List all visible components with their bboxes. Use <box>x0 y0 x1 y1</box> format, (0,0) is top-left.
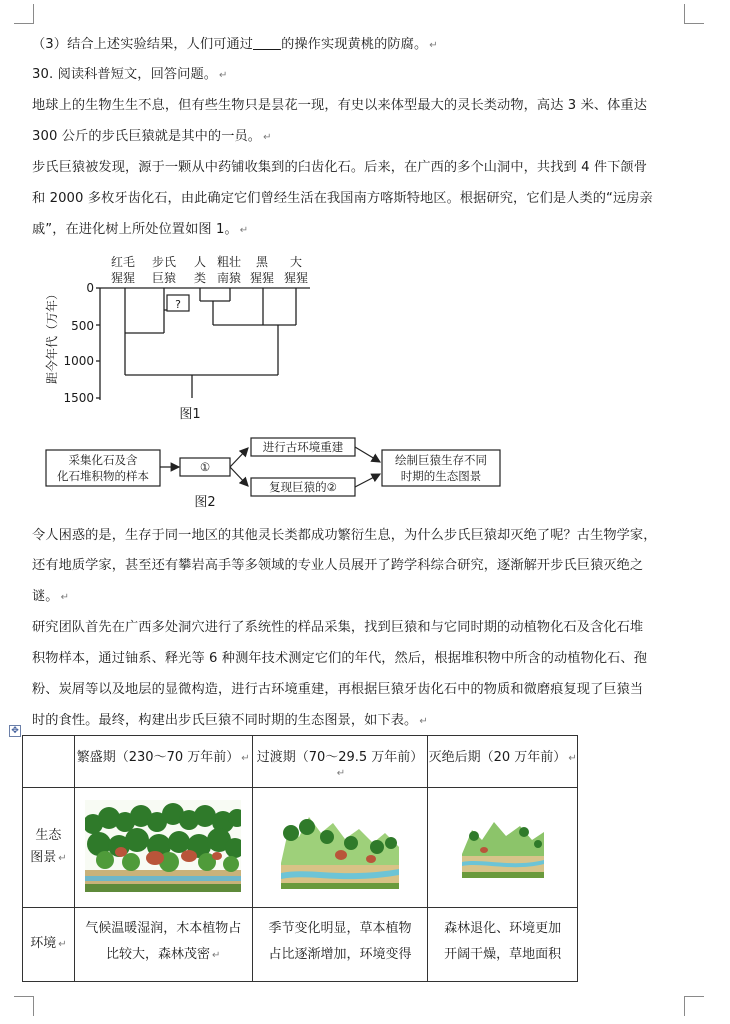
table-move-handle-icon[interactable]: ✥ <box>9 725 21 737</box>
species-label: 红毛 <box>110 255 136 269</box>
figure-1-caption: 图1 <box>179 407 201 422</box>
species-label: 步氏 <box>151 255 177 269</box>
table-corner-cell <box>23 736 75 788</box>
paragraph-line: 还有地质学家，甚至还有攀岩高手等多领域的专业人员展开了跨学科综合研究，逐渐解开步氏巨猿灭绝之 <box>32 558 644 573</box>
row-label-eco-scene: 生态 图景 ↵ <box>23 788 75 908</box>
flow-text: 时期的生态图景 <box>400 469 482 483</box>
page-corner-mark <box>684 4 704 24</box>
flow-text: 复现巨猿的② <box>269 480 337 494</box>
species-label: 猩猩 <box>249 271 275 285</box>
page-corner-mark <box>14 4 34 24</box>
y-tick-label: 500 <box>71 319 94 333</box>
page-corner-mark <box>14 996 34 1016</box>
paragraph-line: 积物样本，通过铀系、释光等 6 种测年技术测定它们的年代，然后，根据堆积物中所含的动植物化石、孢 <box>32 651 648 666</box>
dense-forest-image <box>85 800 241 892</box>
question-30-title: 30. 阅读科普短文，回答问题。 ↵ <box>32 67 228 82</box>
question-3-line: （3）结合上述实验结果，人们可通过 的操作实现黄桃的防腐。 ↵ <box>32 37 438 52</box>
paragraph-line: 地球上的生物生生不息，但有些生物只是昙花一现，有史以来体型最大的灵长类动物，高达 3 米、体重达 <box>32 98 648 113</box>
row-label-environment: 环境 ↵ <box>23 908 75 982</box>
header-extinction: 灭绝后期（20 万年前） ↵ <box>428 736 578 788</box>
species-label: 粗壮 <box>216 255 242 269</box>
species-label: 巨猿 <box>151 271 177 285</box>
flow-text: ① <box>199 460 211 474</box>
paragraph-line: 戚”，在进化树上所处位置如图 1。 ↵ <box>32 222 249 237</box>
answer-blank[interactable] <box>253 37 281 50</box>
eco-image-flourishing <box>74 788 252 908</box>
env-flourishing: 气候温暖湿润，木本植物占 比较大，森林茂密 ↵ <box>74 908 252 982</box>
header-transition: 过渡期（70～29.5 万年前）↵ <box>252 736 428 788</box>
paragraph-line: 300 公斤的步氏巨猿就是其中的一员。 ↵ <box>32 129 272 144</box>
flow-text: 绘制巨猿生存不同 <box>395 453 487 467</box>
y-axis-label: 距今年代（万年） <box>45 287 59 385</box>
paragraph-line: 谜。 ↵ <box>32 589 70 604</box>
ecology-table <box>22 735 578 982</box>
page-corner-mark <box>684 996 704 1016</box>
paragraph-line: 步氏巨猿被发现，源于一颗从中药铺收集到的臼齿化石。后来，在广西的多个山洞中，共找到 4 件下颌骨 <box>32 160 648 175</box>
eco-image-transition <box>252 788 428 908</box>
paragraph-line: 粉、炭屑等以及地层的显微构造，进行古环境重建，再根据巨猿牙齿化石中的物质和微磨痕复现了巨猿当 <box>32 682 644 697</box>
species-label: 人 <box>193 255 207 269</box>
flow-text: 化石堆积物的样本 <box>57 469 149 483</box>
paragraph-line: 和 2000 多枚牙齿化石，由此确定它们曾经生活在我国南方喀斯特地区。根据研究，它们是人类的“远房亲 <box>32 191 653 206</box>
env-extinction: 森林退化、环境更加 开阔干燥，草地面积 <box>428 908 578 982</box>
y-tick-label: 1000 <box>63 354 94 368</box>
unknown-branch-mark: ? <box>175 298 181 311</box>
species-label: 猩猩 <box>283 271 309 285</box>
header-flourishing: 繁盛期（230～70 万年前） ↵ <box>74 736 252 788</box>
paragraph-line: 时的食性。最终，构建出步氏巨猿不同时期的生态图景，如下表。 ↵ <box>32 713 428 728</box>
flow-text: 进行古环境重建 <box>262 440 344 454</box>
mixed-forest-image <box>281 803 399 889</box>
species-label: 猩猩 <box>110 271 136 285</box>
evolution-tree <box>96 288 310 400</box>
paragraph-line: 研究团队首先在广西多处洞穴进行了系统性的样品采集，找到巨猿和与它同时期的动植物化石及含化石堆 <box>32 620 644 635</box>
open-grassland-image <box>462 814 544 878</box>
species-label: 南猿 <box>216 271 242 285</box>
figure-1-2 <box>30 248 510 518</box>
species-label: 大 <box>289 255 303 269</box>
eco-image-extinction <box>428 788 578 908</box>
species-label: 黑 <box>255 255 269 269</box>
env-transition: 季节变化明显，草本植物 占比逐渐增加，环境变得 <box>252 908 428 982</box>
figure-2-caption: 图2 <box>194 495 216 510</box>
flow-text: 采集化石及含 <box>68 453 138 467</box>
y-tick-label: 0 <box>86 281 94 295</box>
paragraph-line: 令人困惑的是，生存于同一地区的其他灵长类都成功繁衍生息，为什么步氏巨猿却灭绝了呢？古生物学家， <box>32 528 657 543</box>
species-label: 类 <box>193 271 207 285</box>
y-tick-label: 1500 <box>63 391 94 405</box>
